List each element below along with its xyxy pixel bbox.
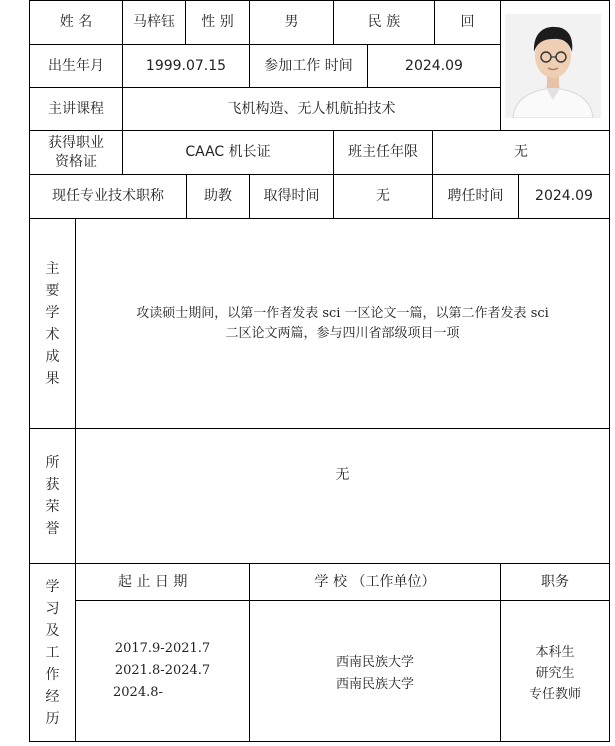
birth-value: 1999.07.15 [145,57,227,74]
period-header: 起 止 日 期 [118,573,188,590]
gender-label: 性 别 [201,14,234,31]
achievements-label-char: 主 [45,260,60,277]
honors-label-char: 获 [45,477,60,493]
achievements-label-char: 术 [45,326,60,343]
position-item: 研究生 [535,665,575,681]
honors-label-char: 所 [45,455,60,471]
position-header: 职务 [541,573,569,590]
school-item: 西南民族大学 [335,677,414,692]
hired-value: 2024.09 [535,188,593,205]
position-list [501,601,609,741]
work-start-label: 参加工作 时间 [264,57,353,74]
birth-label: 出生年月 [48,57,104,74]
achievements-label [30,219,75,428]
name-label: 姓 名 [59,14,93,31]
courses-label: 主讲课程 [48,100,104,117]
period-item: 2017.9-2021.7 [114,641,211,656]
position-item: 专任教师 [528,686,581,702]
ethnicity-value: 回 [460,14,475,31]
experience-label-char: 作 [45,666,60,683]
headteacher-label: 班主任年限 [348,144,418,161]
achievements-line2: 二区论文两篇，参与四川省部级项目一项 [225,325,460,341]
gender-value: 男 [284,14,299,31]
hired-label: 聘任时间 [447,188,504,205]
experience-label [30,564,75,741]
honors-text: 无 [335,466,350,483]
ethnicity-label: 民 族 [367,14,401,31]
cert-label-line2: 资格证 [55,153,97,170]
achievements-label-char: 果 [45,370,60,387]
experience-label-char: 学 [45,578,60,595]
title-label: 现任专业技术职称 [52,188,164,205]
achievements-label-char: 成 [45,348,60,365]
honors-label [30,429,75,563]
achievements-label-char: 学 [45,304,60,321]
experience-label-char: 工 [45,644,60,661]
experience-label-char: 经 [45,688,60,705]
achievements-line1: 攻读硕士期间，以第一作者发表 sci 一区论文一篇，以第二作者发表 sci [136,305,549,321]
cert-label [30,131,122,174]
period-list [76,601,249,741]
experience-label-char: 习 [45,600,60,617]
experience-label-char: 及 [45,622,60,639]
title-value: 助教 [204,188,232,205]
name-value: 马梓钰 [133,14,175,31]
experience-label-char: 历 [45,710,60,727]
honors-label-char: 荣 [45,499,60,515]
school-header: 学 校 （工作单位） [314,573,436,590]
obtained-value: 无 [376,188,390,205]
cert-value: CAAC 机长证 [185,144,271,161]
courses-value: 飞机构造、无人机航拍技术 [227,100,396,117]
work-start-value: 2024.09 [405,57,463,74]
cert-label-line1: 获得职业 [48,134,104,151]
period-item: 2024.8- [113,685,163,700]
period-item: 2021.8-2024.7 [114,663,211,678]
position-item: 本科生 [535,644,575,660]
obtained-label: 取得时间 [263,188,320,205]
school-list [250,601,500,741]
honors-label-char: 誉 [45,521,60,537]
headteacher-value: 无 [514,144,528,161]
school-item: 西南民族大学 [335,655,414,670]
achievements-text [76,219,609,428]
achievements-label-char: 要 [45,282,60,299]
portrait-photo [505,14,601,118]
